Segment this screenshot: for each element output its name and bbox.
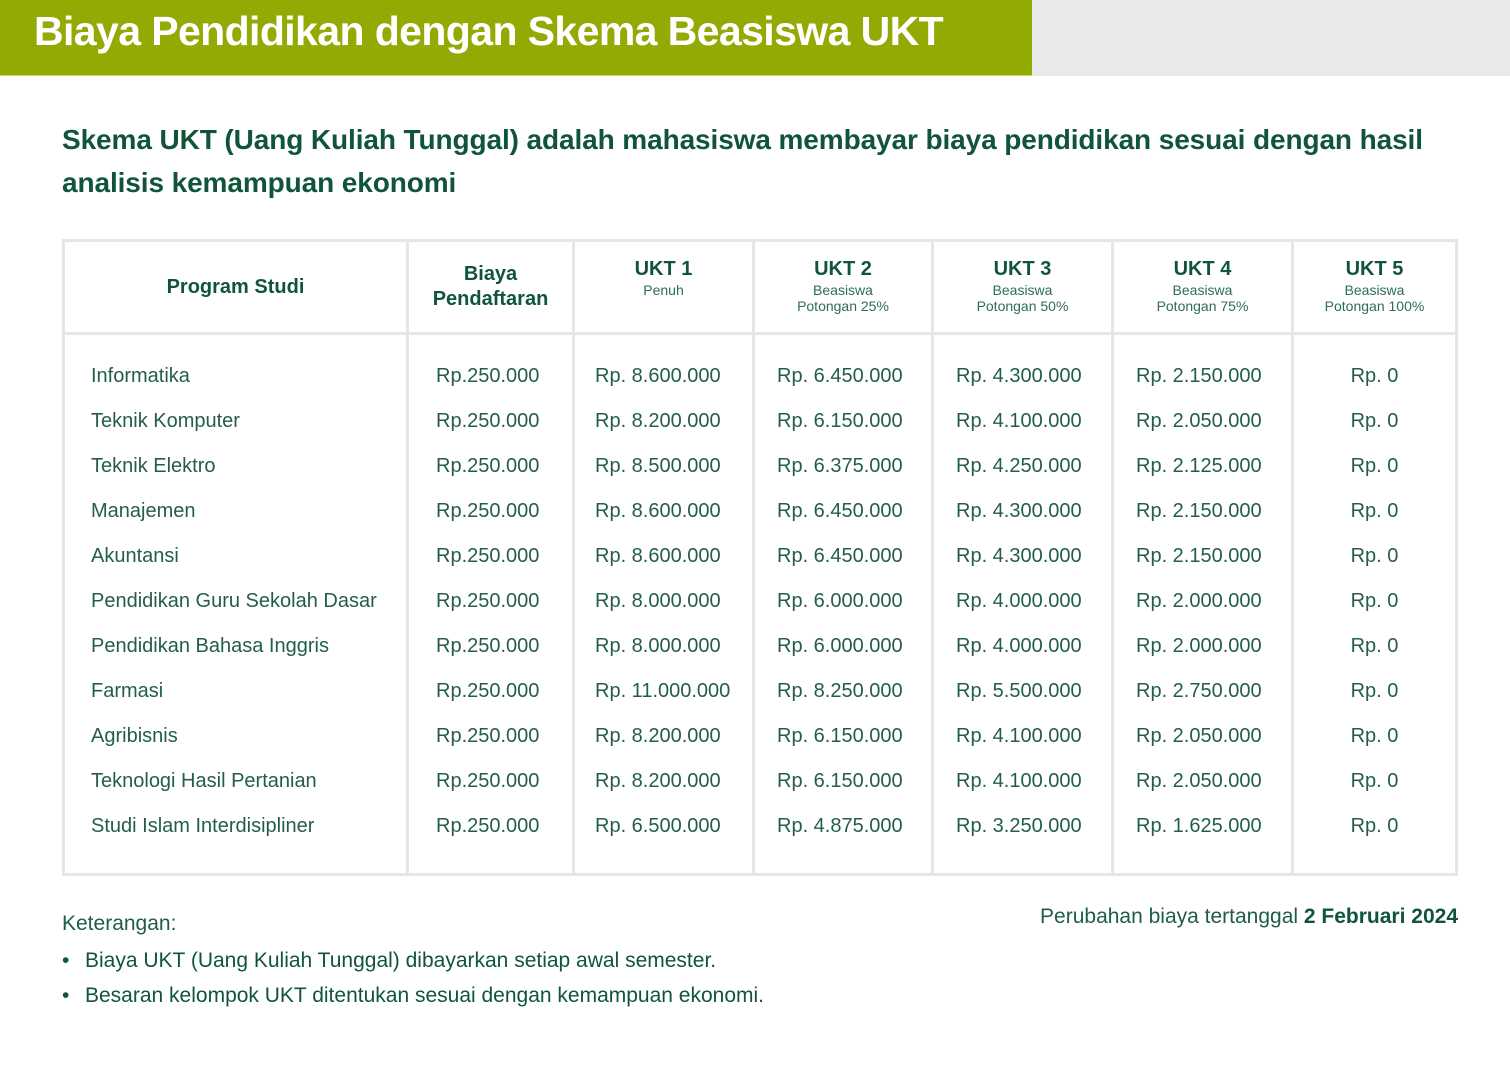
bullet-icon: • xyxy=(62,984,70,1007)
cell-ukt4: Rp. 1.625.000 xyxy=(1136,815,1262,837)
column-header-ukt1: UKT 1 Penuh xyxy=(634,258,693,298)
change-date: 2 Februari 2024 xyxy=(1303,905,1458,928)
cell-ukt3: Rp. 4.100.000 xyxy=(956,770,1082,792)
cell-program: Manajemen xyxy=(91,500,196,522)
cell-ukt2: Rp. 6.150.000 xyxy=(777,725,903,747)
cell-ukt1: Rp. 8.000.000 xyxy=(595,590,721,612)
cell-program: Informatika xyxy=(91,365,190,387)
cell-ukt4: Rp. 2.050.000 xyxy=(1136,725,1262,747)
column-header-ukt4: UKT 4 Beasiswa Potongan 75% xyxy=(1156,258,1249,314)
cell-program: Akuntansi xyxy=(91,545,179,567)
cell-ukt5: Rp. 0 xyxy=(1350,635,1399,657)
cell-ukt3: Rp. 4.000.000 xyxy=(956,590,1082,612)
cell-ukt5: Rp. 0 xyxy=(1350,365,1399,387)
cell-ukt5: Rp. 0 xyxy=(1350,455,1399,477)
cell-ukt3: Rp. 4.000.000 xyxy=(956,635,1082,657)
table-row xyxy=(65,399,1455,444)
column-header-ukt2: UKT 2 Beasiswa Potongan 25% xyxy=(797,258,889,314)
cell-ukt1: Rp. 8.200.000 xyxy=(595,770,721,792)
cell-ukt5: Rp. 0 xyxy=(1350,725,1399,747)
cell-ukt2: Rp. 4.875.000 xyxy=(777,815,903,837)
cell-ukt5: Rp. 0 xyxy=(1350,500,1399,522)
cell-registration: Rp.250.000 xyxy=(436,815,540,837)
cell-ukt3: Rp. 4.100.000 xyxy=(956,725,1082,747)
cell-ukt1: Rp. 6.500.000 xyxy=(595,815,721,837)
table-row xyxy=(65,714,1455,759)
note-item: • Biaya UKT (Uang Kuliah Tunggal) dibayarkan setiap awal semester. xyxy=(62,943,764,978)
cell-program: Teknik Elektro xyxy=(91,455,216,477)
cell-program: Teknik Komputer xyxy=(91,410,240,432)
cell-program: Studi Islam Interdisipliner xyxy=(91,815,315,837)
header-title-band xyxy=(0,0,1032,76)
cell-ukt3: Rp. 4.300.000 xyxy=(956,545,1082,567)
cell-ukt4: Rp. 2.150.000 xyxy=(1136,500,1262,522)
cell-ukt2: Rp. 6.375.000 xyxy=(777,455,903,477)
cell-ukt4: Rp. 2.050.000 xyxy=(1136,410,1262,432)
table-row xyxy=(65,759,1455,804)
cell-registration: Rp.250.000 xyxy=(436,680,540,702)
cell-ukt5: Rp. 0 xyxy=(1350,680,1399,702)
cell-ukt5: Rp. 0 xyxy=(1350,815,1399,837)
cell-ukt4: Rp. 2.000.000 xyxy=(1136,590,1262,612)
cell-registration: Rp.250.000 xyxy=(436,635,540,657)
cell-ukt3: Rp. 4.300.000 xyxy=(956,365,1082,387)
table-row xyxy=(65,534,1455,579)
cell-ukt1: Rp. 8.600.000 xyxy=(595,365,721,387)
cell-program: Pendidikan Guru Sekolah Dasar xyxy=(91,590,377,612)
cell-ukt4: Rp. 2.150.000 xyxy=(1136,365,1262,387)
cell-program: Teknologi Hasil Pertanian xyxy=(91,770,317,792)
page-title: Biaya Pendidikan dengan Skema Beasiswa UKT xyxy=(34,8,944,54)
cell-registration: Rp.250.000 xyxy=(436,500,540,522)
cell-ukt2: Rp. 6.450.000 xyxy=(777,545,903,567)
cell-registration: Rp.250.000 xyxy=(436,410,540,432)
column-header-ukt3: UKT 3 Beasiswa Potongan 50% xyxy=(976,258,1069,314)
cell-ukt2: Rp. 6.000.000 xyxy=(777,590,903,612)
cell-ukt3: Rp. 4.300.000 xyxy=(956,500,1082,522)
cell-registration: Rp.250.000 xyxy=(436,545,540,567)
cell-ukt1: Rp. 8.600.000 xyxy=(595,545,721,567)
cell-ukt3: Rp. 4.250.000 xyxy=(956,455,1082,477)
cell-ukt1: Rp. 11.000.000 xyxy=(595,680,731,702)
cell-ukt2: Rp. 6.150.000 xyxy=(777,770,903,792)
cell-ukt5: Rp. 0 xyxy=(1350,590,1399,612)
cell-ukt5: Rp. 0 xyxy=(1350,410,1399,432)
change-date-note: Perubahan biaya tertanggal 2 Februari 2024 xyxy=(1040,905,1458,928)
cell-ukt3: Rp. 5.500.000 xyxy=(956,680,1082,702)
table-row xyxy=(65,489,1455,534)
cell-ukt2: Rp. 8.250.000 xyxy=(777,680,903,702)
cell-registration: Rp.250.000 xyxy=(436,590,540,612)
fee-table xyxy=(62,239,1458,876)
cell-ukt4: Rp. 2.750.000 xyxy=(1136,680,1262,702)
header-bar xyxy=(0,0,1510,76)
cell-ukt1: Rp. 8.500.000 xyxy=(595,455,721,477)
table-row xyxy=(65,804,1455,849)
table-row xyxy=(65,624,1455,669)
bullet-icon: • xyxy=(62,949,70,972)
cell-program: Farmasi xyxy=(91,680,164,702)
cell-ukt3: Rp. 3.250.000 xyxy=(956,815,1082,837)
cell-ukt2: Rp. 6.150.000 xyxy=(777,410,903,432)
table-row xyxy=(65,354,1455,399)
column-header-ukt5: UKT 5 Beasiswa Potongan 100% xyxy=(1324,258,1425,314)
cell-registration: Rp.250.000 xyxy=(436,365,540,387)
cell-registration: Rp.250.000 xyxy=(436,770,540,792)
cell-ukt1: Rp. 8.200.000 xyxy=(595,410,721,432)
cell-program: Pendidikan Bahasa Inggris xyxy=(91,635,329,657)
cell-ukt2: Rp. 6.450.000 xyxy=(777,500,903,522)
cell-registration: Rp.250.000 xyxy=(436,725,540,747)
table-row xyxy=(65,444,1455,489)
notes-label: Keterangan: xyxy=(62,912,177,935)
cell-ukt2: Rp. 6.450.000 xyxy=(777,365,903,387)
cell-registration: Rp.250.000 xyxy=(436,455,540,477)
cell-ukt2: Rp. 6.000.000 xyxy=(777,635,903,657)
column-header-program: Program Studi xyxy=(166,275,305,298)
cell-ukt1: Rp. 8.200.000 xyxy=(595,725,721,747)
cell-ukt4: Rp. 2.000.000 xyxy=(1136,635,1262,657)
cell-ukt1: Rp. 8.600.000 xyxy=(595,500,721,522)
cell-ukt5: Rp. 0 xyxy=(1350,545,1399,567)
column-header-registration: Biaya Pendaftaran xyxy=(432,263,549,310)
cell-ukt1: Rp. 8.000.000 xyxy=(595,635,721,657)
cell-ukt3: Rp. 4.100.000 xyxy=(956,410,1082,432)
header-divider xyxy=(65,332,1455,335)
table-row xyxy=(65,579,1455,624)
cell-program: Agribisnis xyxy=(91,725,178,747)
notes-list xyxy=(62,943,764,1013)
cell-ukt4: Rp. 2.125.000 xyxy=(1136,455,1262,477)
table-row xyxy=(65,669,1455,714)
cell-ukt4: Rp. 2.050.000 xyxy=(1136,770,1262,792)
note-item: • Besaran kelompok UKT ditentukan sesuai dengan kemampuan ekonomi. xyxy=(62,978,764,1013)
cell-ukt4: Rp. 2.150.000 xyxy=(1136,545,1262,567)
cell-ukt5: Rp. 0 xyxy=(1350,770,1399,792)
intro-text: Skema UKT (Uang Kuliah Tunggal) adalah mahasiswa membayar biaya pendidikan sesuai dengan hasil analisis kemampuan ekonomi xyxy=(62,124,1423,198)
